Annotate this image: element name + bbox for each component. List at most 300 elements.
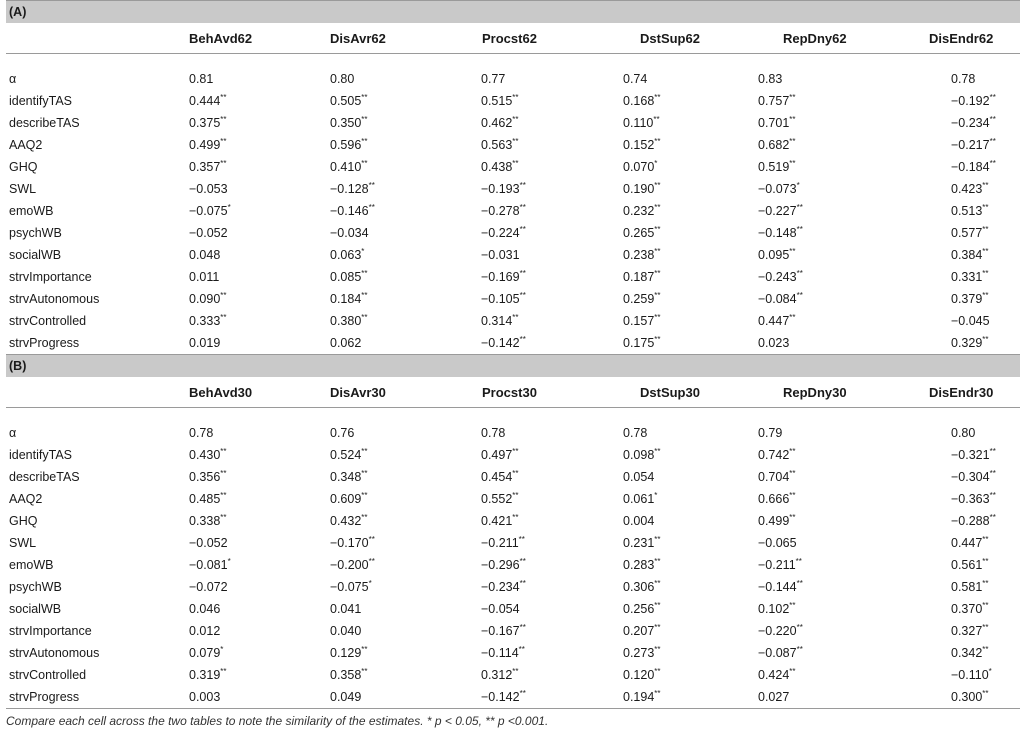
significance-marker: * bbox=[227, 203, 231, 212]
cell-value: −0.211 bbox=[481, 536, 519, 550]
significance-marker: ** bbox=[982, 623, 989, 632]
significance-marker: * bbox=[796, 181, 800, 190]
cell-value: 0.027 bbox=[758, 690, 790, 704]
significance-marker: ** bbox=[654, 269, 661, 278]
table-cell bbox=[593, 178, 741, 200]
table-cell bbox=[445, 664, 593, 686]
table-cell bbox=[297, 576, 445, 598]
cell-value: −0.045 bbox=[951, 314, 990, 328]
cell-value: 0.596 bbox=[330, 138, 362, 152]
table-cell bbox=[741, 288, 881, 310]
cell-value: 0.327 bbox=[951, 624, 983, 638]
significance-marker: ** bbox=[220, 447, 227, 456]
cell-value: 0.701 bbox=[758, 116, 790, 130]
table-cell bbox=[881, 68, 1020, 90]
significance-marker: ** bbox=[982, 203, 989, 212]
section-label-row bbox=[6, 1, 1020, 24]
table-cell bbox=[149, 178, 297, 200]
row-label: strvAutonomous bbox=[9, 292, 100, 306]
significance-marker: ** bbox=[796, 645, 803, 654]
cell-value: −0.065 bbox=[758, 536, 797, 550]
table-footnote: Compare each cell across the two tables to note the similarity of the estimates. * p < 0.05, ** p <0.001. bbox=[6, 714, 549, 728]
cell-value: 0.342 bbox=[951, 646, 983, 660]
significance-marker: ** bbox=[519, 557, 526, 566]
table-cell bbox=[149, 532, 297, 554]
significance-marker: ** bbox=[653, 115, 660, 124]
cell-value: −0.193 bbox=[481, 182, 520, 196]
cell-value: −0.296 bbox=[481, 558, 520, 572]
table-cell bbox=[149, 156, 297, 178]
significance-marker: ** bbox=[982, 601, 989, 610]
table-cell bbox=[741, 510, 881, 532]
cell-value: 0.499 bbox=[189, 138, 221, 152]
cell-value: −0.321 bbox=[951, 448, 990, 462]
table-cell bbox=[741, 112, 881, 134]
table-cell bbox=[741, 620, 881, 642]
significance-marker: ** bbox=[796, 225, 803, 234]
cell-value: −0.142 bbox=[481, 690, 520, 704]
significance-marker: ** bbox=[220, 667, 227, 676]
table-cell bbox=[445, 90, 593, 112]
significance-marker: ** bbox=[982, 645, 989, 654]
table-cell bbox=[593, 488, 741, 510]
cell-value: 0.78 bbox=[189, 426, 214, 440]
significance-marker: ** bbox=[512, 313, 519, 322]
table-cell bbox=[881, 576, 1020, 598]
cell-value: 0.283 bbox=[623, 558, 655, 572]
significance-marker: ** bbox=[220, 93, 227, 102]
significance-marker: ** bbox=[220, 313, 227, 322]
column-header: DisAvr62 bbox=[330, 30, 386, 46]
cell-value: −0.072 bbox=[189, 580, 228, 594]
significance-marker: ** bbox=[654, 601, 661, 610]
row-label: strvProgress bbox=[6, 332, 149, 355]
significance-marker: ** bbox=[519, 623, 526, 632]
cell-value: 0.83 bbox=[758, 72, 783, 86]
table-cell bbox=[741, 266, 881, 288]
significance-marker: ** bbox=[220, 137, 227, 146]
table-cell bbox=[881, 200, 1020, 222]
cell-value: −0.144 bbox=[758, 580, 797, 594]
table-cell bbox=[149, 332, 297, 355]
significance-marker: ** bbox=[789, 447, 796, 456]
table-cell bbox=[593, 332, 741, 355]
significance-marker: ** bbox=[654, 93, 661, 102]
cell-value: 0.577 bbox=[951, 226, 983, 240]
table-row bbox=[6, 488, 1020, 510]
table-cell bbox=[593, 686, 741, 709]
significance-marker: ** bbox=[796, 269, 803, 278]
cell-value: 0.78 bbox=[951, 72, 976, 86]
significance-marker: ** bbox=[982, 181, 989, 190]
column-header: DisAvr30 bbox=[330, 384, 386, 400]
table-cell bbox=[297, 90, 445, 112]
table-cell bbox=[593, 244, 741, 266]
cell-value: 0.563 bbox=[481, 138, 513, 152]
cell-value: −0.054 bbox=[481, 602, 520, 616]
table-cell bbox=[297, 134, 445, 156]
table-cell bbox=[593, 422, 741, 444]
cell-value: 0.444 bbox=[189, 94, 221, 108]
header-row bbox=[6, 377, 1020, 408]
cell-value: 0.561 bbox=[951, 558, 983, 572]
significance-marker: ** bbox=[361, 93, 368, 102]
row-label: psychWB bbox=[9, 226, 62, 240]
rule-cell bbox=[6, 54, 1020, 69]
cell-value: −0.114 bbox=[481, 646, 519, 660]
cell-value: −0.087 bbox=[758, 646, 797, 660]
significance-marker: ** bbox=[220, 115, 227, 124]
table-cell bbox=[593, 664, 741, 686]
cell-value: 0.184 bbox=[330, 292, 362, 306]
cell-value: 0.609 bbox=[330, 492, 362, 506]
table-cell bbox=[593, 112, 741, 134]
cell-value: 0.423 bbox=[951, 182, 983, 196]
table-cell bbox=[593, 620, 741, 642]
cell-value: 0.098 bbox=[623, 448, 655, 462]
cell-value: −0.192 bbox=[951, 94, 990, 108]
cell-value: 0.524 bbox=[330, 448, 362, 462]
cell-value: 0.061 bbox=[623, 492, 655, 506]
table-cell bbox=[741, 68, 881, 90]
cell-value: 0.348 bbox=[330, 470, 362, 484]
table-cell bbox=[881, 466, 1020, 488]
table-cell bbox=[445, 466, 593, 488]
cell-value: 0.175 bbox=[623, 336, 655, 350]
cell-value: 0.380 bbox=[330, 314, 362, 328]
significance-marker: ** bbox=[789, 313, 796, 322]
significance-marker: ** bbox=[795, 557, 802, 566]
cell-value: 0.003 bbox=[189, 690, 221, 704]
table-body bbox=[6, 1, 1020, 709]
table-cell bbox=[741, 310, 881, 332]
table-cell bbox=[149, 134, 297, 156]
table-cell bbox=[881, 222, 1020, 244]
significance-marker: ** bbox=[989, 137, 996, 146]
column-header: BehAvd30 bbox=[189, 384, 253, 400]
significance-marker: ** bbox=[982, 335, 989, 344]
table-row bbox=[6, 200, 1020, 222]
cell-value: 0.581 bbox=[951, 580, 983, 594]
row-label: psychWB bbox=[9, 580, 62, 594]
table-cell bbox=[881, 664, 1020, 686]
row-label: GHQ bbox=[9, 514, 38, 528]
cell-value: 0.497 bbox=[481, 448, 513, 462]
significance-marker: ** bbox=[654, 667, 661, 676]
table-cell bbox=[149, 466, 297, 488]
row-label: AAQ2 bbox=[9, 492, 43, 506]
table-row bbox=[6, 444, 1020, 466]
table-cell bbox=[297, 598, 445, 620]
cell-value: 0.232 bbox=[623, 204, 655, 218]
table-cell bbox=[881, 686, 1020, 709]
table-row bbox=[6, 664, 1020, 686]
correlation-table bbox=[6, 0, 1020, 709]
cell-value: 0.485 bbox=[189, 492, 221, 506]
table-cell bbox=[881, 332, 1020, 355]
significance-marker: ** bbox=[512, 93, 519, 102]
cell-value: 0.757 bbox=[758, 94, 790, 108]
significance-marker: ** bbox=[361, 491, 368, 500]
cell-value: 0.552 bbox=[481, 492, 513, 506]
header-corner bbox=[6, 23, 149, 54]
section-label: (B) bbox=[6, 355, 1020, 378]
table-cell bbox=[741, 178, 881, 200]
table-cell bbox=[741, 686, 881, 709]
significance-marker: ** bbox=[982, 579, 989, 588]
significance-marker: ** bbox=[519, 203, 526, 212]
significance-marker: ** bbox=[989, 159, 996, 168]
row-label: GHQ bbox=[9, 160, 38, 174]
cell-value: 0.356 bbox=[189, 470, 221, 484]
significance-marker: ** bbox=[989, 491, 996, 500]
row-label: AAQ2 bbox=[9, 138, 43, 152]
table-cell bbox=[741, 598, 881, 620]
significance-marker: ** bbox=[518, 535, 525, 544]
cell-value: 0.76 bbox=[330, 426, 355, 440]
cell-value: 0.78 bbox=[623, 426, 648, 440]
cell-value: −0.200 bbox=[330, 558, 369, 572]
row-label: socialWB bbox=[9, 602, 62, 616]
cell-value: −0.052 bbox=[189, 226, 228, 240]
table-row bbox=[6, 288, 1020, 310]
cell-value: 0.063 bbox=[330, 248, 362, 262]
cell-value: −0.234 bbox=[951, 116, 990, 130]
cell-value: 0.462 bbox=[481, 116, 513, 130]
cell-value: 0.375 bbox=[189, 116, 221, 130]
row-label: socialWB bbox=[9, 248, 62, 262]
significance-marker: ** bbox=[361, 447, 368, 456]
significance-marker: ** bbox=[654, 645, 661, 654]
significance-marker: ** bbox=[519, 181, 526, 190]
cell-value: −0.110 bbox=[951, 668, 989, 682]
cell-value: 0.314 bbox=[481, 314, 513, 328]
table-cell bbox=[881, 288, 1020, 310]
significance-marker: ** bbox=[512, 137, 519, 146]
table-cell bbox=[297, 266, 445, 288]
cell-value: 0.384 bbox=[951, 248, 983, 262]
table-cell bbox=[881, 642, 1020, 664]
table-cell bbox=[445, 288, 593, 310]
significance-marker: ** bbox=[989, 469, 996, 478]
table-row bbox=[6, 134, 1020, 156]
header-corner bbox=[6, 377, 149, 408]
table-cell bbox=[593, 134, 741, 156]
table-cell bbox=[881, 266, 1020, 288]
significance-marker: * bbox=[988, 667, 992, 676]
significance-marker: ** bbox=[361, 137, 368, 146]
significance-marker: ** bbox=[789, 159, 796, 168]
table-cell bbox=[297, 244, 445, 266]
table-cell bbox=[741, 554, 881, 576]
table-cell bbox=[881, 244, 1020, 266]
cell-value: 0.421 bbox=[481, 514, 513, 528]
cell-value: 0.194 bbox=[623, 690, 655, 704]
significance-marker: * bbox=[368, 579, 372, 588]
significance-marker: ** bbox=[654, 291, 661, 300]
table-cell bbox=[149, 576, 297, 598]
table-cell bbox=[297, 620, 445, 642]
table-row bbox=[6, 620, 1020, 642]
table-cell bbox=[297, 178, 445, 200]
cell-value: 0.338 bbox=[189, 514, 221, 528]
column-header: Procst30 bbox=[482, 384, 537, 400]
table-cell bbox=[741, 576, 881, 598]
cell-value: −0.220 bbox=[758, 624, 797, 638]
significance-marker: ** bbox=[789, 469, 796, 478]
cell-value: −0.128 bbox=[330, 182, 369, 196]
significance-marker: * bbox=[220, 645, 224, 654]
cell-value: 0.041 bbox=[330, 602, 362, 616]
table-cell bbox=[297, 510, 445, 532]
table-cell bbox=[149, 642, 297, 664]
table-cell bbox=[445, 332, 593, 355]
row-label: SWL bbox=[9, 536, 37, 550]
table-cell bbox=[149, 244, 297, 266]
table-cell bbox=[593, 288, 741, 310]
column-header: DstSup30 bbox=[640, 384, 700, 400]
table-cell bbox=[741, 642, 881, 664]
cell-value: −0.034 bbox=[330, 226, 369, 240]
cell-value: 0.231 bbox=[623, 536, 655, 550]
significance-marker: ** bbox=[368, 181, 375, 190]
cell-value: −0.304 bbox=[951, 470, 990, 484]
table-cell bbox=[741, 466, 881, 488]
row-label: strvProgress bbox=[6, 686, 149, 709]
table-cell bbox=[593, 222, 741, 244]
row-label: identifyTAS bbox=[9, 94, 72, 108]
cell-value: −0.184 bbox=[951, 160, 990, 174]
table-cell bbox=[593, 200, 741, 222]
table-cell bbox=[741, 488, 881, 510]
table-cell bbox=[445, 244, 593, 266]
table-cell bbox=[149, 422, 297, 444]
significance-marker: ** bbox=[368, 203, 375, 212]
cell-value: 0.430 bbox=[189, 448, 221, 462]
significance-marker: ** bbox=[982, 535, 989, 544]
table-cell bbox=[593, 266, 741, 288]
cell-value: −0.224 bbox=[481, 226, 520, 240]
table-row bbox=[6, 332, 1020, 355]
cell-value: 0.168 bbox=[623, 94, 655, 108]
significance-marker: * bbox=[654, 159, 658, 168]
row-label: strvImportance bbox=[9, 270, 92, 284]
significance-marker: ** bbox=[512, 667, 519, 676]
row-label: α bbox=[9, 426, 17, 440]
cell-value: 0.046 bbox=[189, 602, 221, 616]
significance-marker: ** bbox=[220, 491, 227, 500]
table-cell bbox=[881, 90, 1020, 112]
cell-value: 0.358 bbox=[330, 668, 362, 682]
table-cell bbox=[881, 156, 1020, 178]
table-cell bbox=[881, 444, 1020, 466]
table-cell bbox=[149, 598, 297, 620]
cell-value: 0.438 bbox=[481, 160, 513, 174]
table-row bbox=[6, 510, 1020, 532]
table-row bbox=[6, 178, 1020, 200]
table-cell bbox=[149, 620, 297, 642]
table-cell bbox=[593, 156, 741, 178]
significance-marker: ** bbox=[796, 579, 803, 588]
significance-marker: ** bbox=[361, 291, 368, 300]
cell-value: −0.363 bbox=[951, 492, 990, 506]
significance-marker: ** bbox=[654, 137, 661, 146]
significance-marker: ** bbox=[519, 579, 526, 588]
table-cell bbox=[593, 444, 741, 466]
row-label: α bbox=[9, 72, 17, 86]
table-row bbox=[6, 576, 1020, 598]
significance-marker: ** bbox=[512, 513, 519, 522]
table-row bbox=[6, 532, 1020, 554]
table-cell bbox=[881, 310, 1020, 332]
row-label: emoWB bbox=[9, 558, 54, 572]
significance-marker: ** bbox=[989, 93, 996, 102]
cell-value: 0.048 bbox=[189, 248, 221, 262]
table-cell bbox=[741, 222, 881, 244]
significance-marker: ** bbox=[361, 115, 368, 124]
table-cell bbox=[297, 686, 445, 709]
significance-marker: * bbox=[654, 491, 658, 500]
significance-marker: ** bbox=[361, 513, 368, 522]
table-cell bbox=[149, 444, 297, 466]
table-cell bbox=[149, 68, 297, 90]
significance-marker: ** bbox=[518, 645, 525, 654]
table-cell bbox=[445, 554, 593, 576]
table-row bbox=[6, 310, 1020, 332]
table-cell bbox=[297, 664, 445, 686]
table-cell bbox=[297, 422, 445, 444]
cell-value: −0.052 bbox=[189, 536, 228, 550]
cell-value: 0.77 bbox=[481, 72, 506, 86]
table-cell bbox=[445, 310, 593, 332]
table-cell bbox=[149, 554, 297, 576]
table-cell bbox=[445, 488, 593, 510]
table-cell bbox=[297, 200, 445, 222]
cell-value: 0.447 bbox=[951, 536, 983, 550]
row-label: emoWB bbox=[9, 204, 54, 218]
significance-marker: ** bbox=[654, 203, 661, 212]
significance-marker: ** bbox=[512, 469, 519, 478]
cell-value: 0.070 bbox=[623, 160, 655, 174]
cell-value: 0.023 bbox=[758, 336, 790, 350]
table-row bbox=[6, 422, 1020, 444]
table-cell bbox=[149, 288, 297, 310]
cell-value: 0.004 bbox=[623, 514, 655, 528]
significance-marker: ** bbox=[989, 447, 996, 456]
table-cell bbox=[445, 200, 593, 222]
cell-value: 0.012 bbox=[189, 624, 221, 638]
cell-value: −0.075 bbox=[189, 204, 228, 218]
cell-value: 0.306 bbox=[623, 580, 655, 594]
cell-value: 0.424 bbox=[758, 668, 790, 682]
significance-marker: ** bbox=[789, 513, 796, 522]
cell-value: 0.742 bbox=[758, 448, 790, 462]
cell-value: −0.211 bbox=[758, 558, 796, 572]
significance-marker: ** bbox=[512, 447, 519, 456]
cell-value: 0.666 bbox=[758, 492, 790, 506]
table-cell bbox=[297, 310, 445, 332]
significance-marker: ** bbox=[796, 203, 803, 212]
table-cell bbox=[149, 686, 297, 709]
table-cell bbox=[445, 422, 593, 444]
table-cell bbox=[445, 444, 593, 466]
table-row bbox=[6, 266, 1020, 288]
significance-marker: ** bbox=[361, 645, 368, 654]
cell-value: 0.81 bbox=[189, 72, 214, 86]
table-cell bbox=[881, 488, 1020, 510]
cell-value: −0.227 bbox=[758, 204, 797, 218]
significance-marker: ** bbox=[654, 535, 661, 544]
